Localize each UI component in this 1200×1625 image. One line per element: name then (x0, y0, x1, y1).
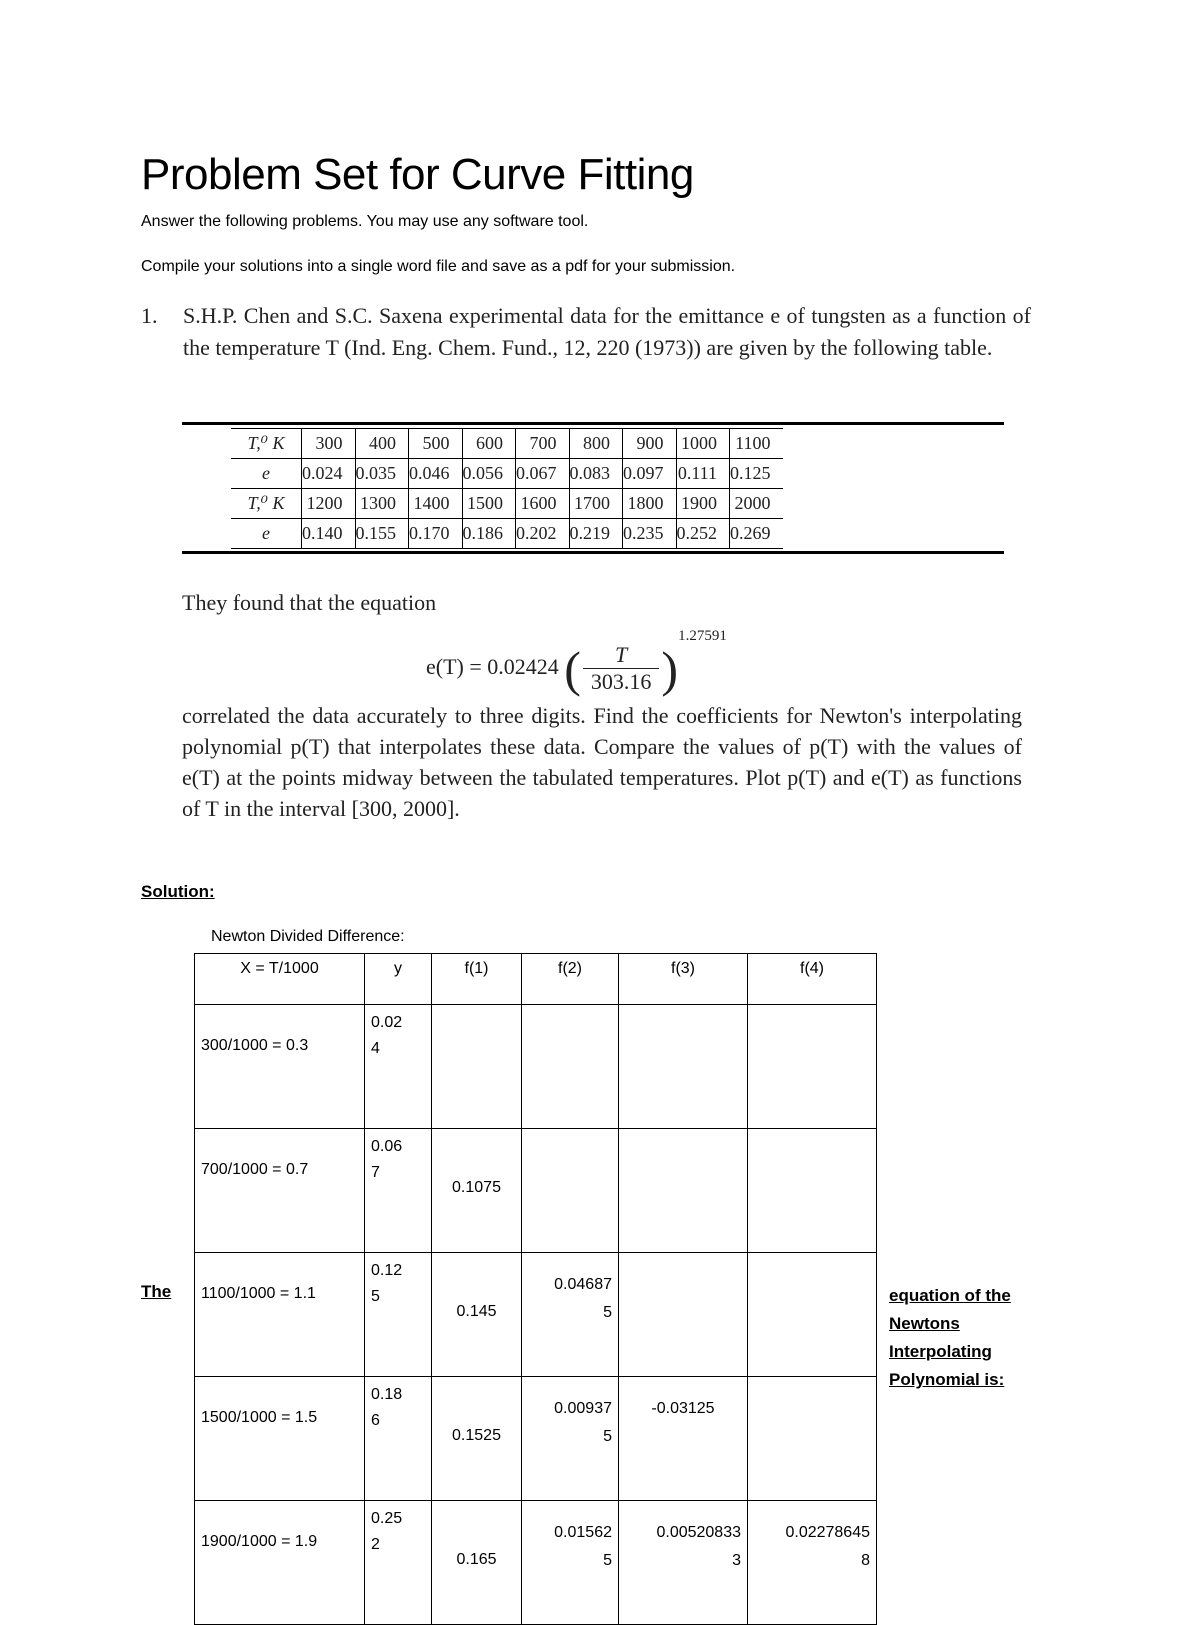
temperature-cell: 900 (623, 429, 677, 459)
temperature-cell: 600 (462, 429, 516, 459)
temperature-cell: 2000 (730, 489, 783, 519)
y-value-part: 0.06 (371, 1138, 403, 1155)
x-value: 1900/1000 = 1.9 (201, 1533, 318, 1550)
x-value-cell (195, 1501, 365, 1625)
column-header: X = T/1000 (195, 954, 365, 1005)
emittance-label: e (231, 519, 302, 549)
temperature-cell: 300 (302, 429, 356, 459)
emittance-cell: 0.067 (516, 459, 570, 489)
y-value-part: 4 (371, 1040, 380, 1057)
emittance-cell: 0.111 (676, 459, 730, 489)
x-value-cell (195, 1129, 365, 1253)
temperature-cell: 1800 (623, 489, 677, 519)
page-title: Problem Set for Curve Fitting (141, 150, 694, 199)
f1-cell (432, 1501, 522, 1625)
equation-lhs: e(T) = 0.02424 (426, 654, 559, 679)
temperature-cell: 1600 (516, 489, 570, 519)
f1-cell (432, 1253, 522, 1377)
f2-cell (522, 1253, 619, 1377)
table-row (231, 459, 783, 489)
emittance-table (231, 428, 783, 549)
temperature-cell: 1100 (730, 429, 783, 459)
temperature-cell: 1400 (409, 489, 463, 519)
emittance-cell: 0.202 (516, 519, 570, 549)
f1-value: 0.145 (456, 1303, 497, 1320)
temperature-cell: 500 (409, 429, 463, 459)
table-row (231, 519, 783, 549)
y-value-part: 0.12 (371, 1262, 403, 1279)
y-value-cell (365, 1377, 432, 1501)
x-value-cell (195, 1253, 365, 1377)
temperature-label: T,⁰ K (231, 429, 302, 459)
f1-cell (432, 1377, 522, 1501)
emittance-cell: 0.083 (569, 459, 623, 489)
column-header: f(3) (619, 954, 748, 1005)
emittance-equation (426, 628, 727, 698)
problem-intro (141, 300, 1031, 364)
f1-value: 0.1075 (452, 1179, 501, 1196)
right-paren: ) (661, 640, 679, 697)
y-value-part: 0.25 (371, 1510, 403, 1527)
temperature-cell: 1200 (302, 489, 356, 519)
f2-cell (522, 1129, 619, 1253)
table-row (195, 1501, 877, 1625)
f2-value-part: 0.01562 (554, 1524, 612, 1541)
column-header: f(4) (748, 954, 877, 1005)
found-text: They found that the equation (182, 590, 437, 615)
f2-value-part: 5 (603, 1552, 612, 1569)
equation-label-line: Polynomial is: (889, 1370, 1005, 1389)
y-value-cell (365, 1253, 432, 1377)
f2-value-part: 5 (603, 1304, 612, 1321)
f4-value-part: 8 (861, 1552, 870, 1569)
f3-cell (619, 1253, 748, 1377)
equation-numerator: T (615, 642, 628, 668)
instruction-1: Answer the following problems. You may use any software tool. (141, 213, 589, 230)
temperature-cell: 1300 (355, 489, 409, 519)
x-value-cell (195, 1377, 365, 1501)
emittance-cell: 0.024 (302, 459, 356, 489)
table-row (195, 1005, 877, 1129)
f3-cell (619, 1377, 748, 1501)
y-value-part: 6 (371, 1412, 380, 1429)
f1-value: 0.1525 (452, 1427, 501, 1444)
f4-cell (748, 1005, 877, 1129)
y-value-cell (365, 1129, 432, 1253)
column-header: y (365, 954, 432, 1005)
emittance-cell: 0.170 (409, 519, 463, 549)
emittance-cell: 0.269 (730, 519, 783, 549)
f4-cell (748, 1501, 877, 1625)
f3-cell (619, 1005, 748, 1129)
temperature-cell: 700 (516, 429, 570, 459)
table-row (195, 1253, 877, 1377)
f2-cell (522, 1377, 619, 1501)
ndd-caption: Newton Divided Difference: (211, 928, 405, 945)
x-value-cell (195, 1005, 365, 1129)
y-value-part: 7 (371, 1164, 380, 1181)
f1-cell (432, 1005, 522, 1129)
column-header: f(2) (522, 954, 619, 1005)
f2-value-part: 0.00937 (554, 1400, 612, 1417)
left-paren: ( (564, 640, 581, 697)
f3-cell (619, 1129, 748, 1253)
emittance-cell: 0.140 (302, 519, 356, 549)
equation-fraction (583, 642, 660, 695)
emittance-cell: 0.035 (355, 459, 409, 489)
emittance-cell: 0.155 (355, 519, 409, 549)
equation-label-line: Newtons (889, 1314, 960, 1333)
f3-value-part: -0.03125 (651, 1400, 715, 1417)
equation-denominator: 303.16 (583, 668, 660, 695)
table-rule-top (182, 422, 1004, 425)
x-value: 1100/1000 = 1.1 (201, 1285, 316, 1302)
the-word: The (141, 1282, 172, 1301)
f4-cell (748, 1377, 877, 1501)
y-value-part: 2 (371, 1536, 380, 1553)
y-value-part: 0.18 (371, 1386, 403, 1403)
f4-cell (748, 1253, 877, 1377)
problem-number: 1. (141, 303, 158, 328)
f4-cell (748, 1129, 877, 1253)
emittance-cell: 0.097 (623, 459, 677, 489)
emittance-cell: 0.056 (462, 459, 516, 489)
f2-cell (522, 1501, 619, 1625)
f1-value: 0.165 (456, 1551, 497, 1568)
table-rule-bottom (182, 551, 1004, 554)
f4-value-part: 0.02278645 (785, 1524, 870, 1541)
problem-followup-text: correlated the data accurately to three digits. Find the coefficients for Newton's interpolating polynomial p(T) that interpolates these data. Compare the values of p(T) with the values of e(T) at the points midway between the tabulated temperatures. Plot p(T) and e(T) as functions of T in the interval [300, 2000]. (182, 703, 1022, 821)
temperature-cell: 400 (355, 429, 409, 459)
x-value: 1500/1000 = 1.5 (201, 1409, 318, 1426)
f3-value-part: 0.00520833 (656, 1524, 741, 1541)
f2-value-part: 0.04687 (554, 1276, 612, 1293)
emittance-cell: 0.235 (623, 519, 677, 549)
header-row (195, 954, 877, 1005)
problem-intro-text: S.H.P. Chen and S.C. Saxena experimental data for the emittance e of tungsten as a function of the temperature T (Ind. Eng. Chem. Fund., 12, 220 (1973)) are given by the following table. (183, 303, 1031, 360)
temperature-label: T,⁰ K (231, 489, 302, 519)
table-row (195, 1129, 877, 1253)
equation-label-line: equation of the (889, 1286, 1011, 1305)
emittance-cell: 0.125 (730, 459, 783, 489)
y-value-cell (365, 1005, 432, 1129)
temperature-cell: 1700 (569, 489, 623, 519)
emittance-cell: 0.252 (676, 519, 730, 549)
equation-label (889, 1282, 1039, 1394)
emittance-cell: 0.046 (409, 459, 463, 489)
table-row (195, 1377, 877, 1501)
temperature-cell: 800 (569, 429, 623, 459)
emittance-cell: 0.219 (569, 519, 623, 549)
table-row (231, 429, 783, 459)
y-value-cell (365, 1501, 432, 1625)
equation-exponent: 1.27591 (678, 628, 727, 644)
solution-heading: Solution: (141, 882, 215, 901)
f2-value-part: 5 (603, 1428, 612, 1445)
x-value: 300/1000 = 0.3 (201, 1037, 309, 1054)
instruction-2: Compile your solutions into a single word file and save as a pdf for your submission. (141, 258, 736, 275)
f3-value-part: 3 (732, 1552, 741, 1569)
equation-label-line: Interpolating (889, 1342, 992, 1361)
f2-cell (522, 1005, 619, 1129)
temperature-cell: 1500 (462, 489, 516, 519)
emittance-cell: 0.186 (462, 519, 516, 549)
f3-cell (619, 1501, 748, 1625)
y-value-part: 5 (371, 1288, 380, 1305)
column-header: f(1) (432, 954, 522, 1005)
emittance-label: e (231, 459, 302, 489)
f1-cell (432, 1129, 522, 1253)
y-value-part: 0.02 (371, 1014, 403, 1031)
temperature-cell: 1900 (676, 489, 730, 519)
table-row (231, 489, 783, 519)
x-value: 700/1000 = 0.7 (201, 1161, 309, 1178)
divided-difference-table (194, 953, 877, 1625)
temperature-cell: 1000 (676, 429, 730, 459)
